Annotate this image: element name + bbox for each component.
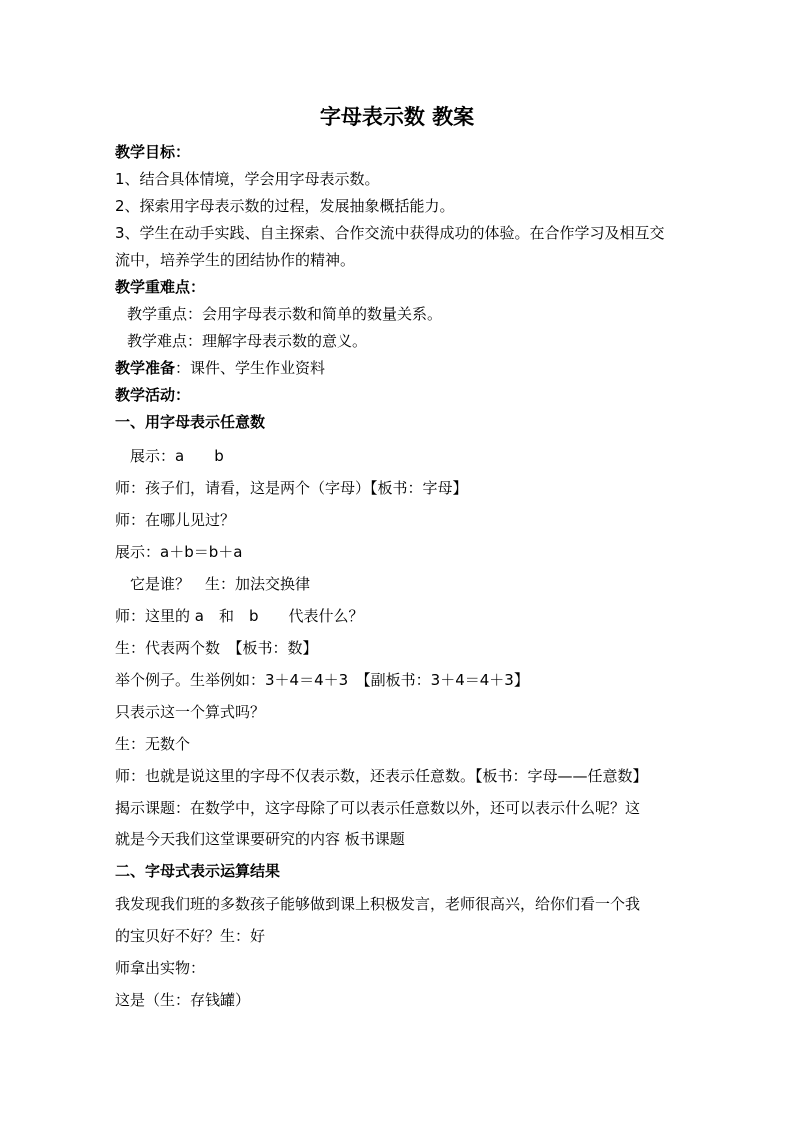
- section1-line-3: 师：在哪儿见过？: [115, 511, 236, 529]
- preparation-label: 教学准备: [115, 359, 176, 377]
- preparation-text: ：课件、学生作业资料: [175, 359, 326, 377]
- section1-line-2: 师：孩子们，请看，这是两个（字母）【板书：字母】: [115, 479, 468, 497]
- activities-heading: 教学活动：: [115, 386, 191, 404]
- section2-line-1: 我发现我们班的多数孩子能够做到课上积极发言，老师很高兴，给你们看一个我: [115, 895, 641, 913]
- section1-line-6: 师：这里的 a 和 b 代表什么？: [115, 607, 364, 625]
- section1-line-12: 揭示课题：在数学中，这字母除了可以表示任意数以外，还可以表示什么呢？这: [115, 799, 641, 817]
- section1-heading: 一、用字母表示任意数: [115, 413, 266, 431]
- goals-heading: 教学目标：: [115, 143, 191, 161]
- goal-item-3-cont: 流中，培养学生的团结协作的精神。: [115, 251, 356, 269]
- section1-line-13: 就是今天我们这堂课要研究的内容 板书课题: [115, 830, 405, 848]
- document-title: 字母表示数 教案: [319, 104, 475, 129]
- keypoints-heading: 教学重难点：: [115, 278, 206, 296]
- section2-heading: 二、字母式表示运算结果: [115, 862, 281, 880]
- section1-line-7: 生：代表两个数 【板书：数】: [115, 639, 318, 657]
- section1-line-10: 生：无数个: [115, 735, 191, 753]
- section2-line-3: 师拿出实物：: [115, 959, 206, 977]
- section1-line-1: 展示：a b: [130, 447, 224, 465]
- section1-line-9: 只表示这一个算式吗？: [115, 703, 266, 721]
- goal-item-2: 2、探索用字母表示数的过程，发展抽象概括能力。: [115, 197, 455, 215]
- section1-line-8: 举个例子。生举例如：3＋4＝4＋3 【副板书：3＋4＝4＋3】: [115, 671, 529, 689]
- section2-line-4: 这是（生：存钱罐）: [115, 991, 251, 1009]
- section1-line-11: 师：也就是说这里的字母不仅表示数，还表示任意数。【板书：字母——任意数】: [115, 767, 648, 785]
- goal-item-1: 1、结合具体情境，学会用字母表示数。: [115, 170, 380, 188]
- preparation-line: [115, 358, 325, 378]
- section1-line-4: 展示：a＋b＝b＋a: [115, 543, 243, 561]
- key-point: 教学重点：会用字母表示数和简单的数量关系。: [127, 305, 443, 323]
- section1-line-5: 它是谁？ 生：加法交换律: [130, 575, 311, 593]
- difficult-point: 教学难点：理解字母表示数的意义。: [127, 332, 368, 350]
- goal-item-3: 3、学生在动手实践、自主探索、合作交流中获得成功的体验。在合作学习及相互交: [115, 224, 665, 242]
- section2-line-2: 的宝贝好不好？生：好: [115, 927, 266, 945]
